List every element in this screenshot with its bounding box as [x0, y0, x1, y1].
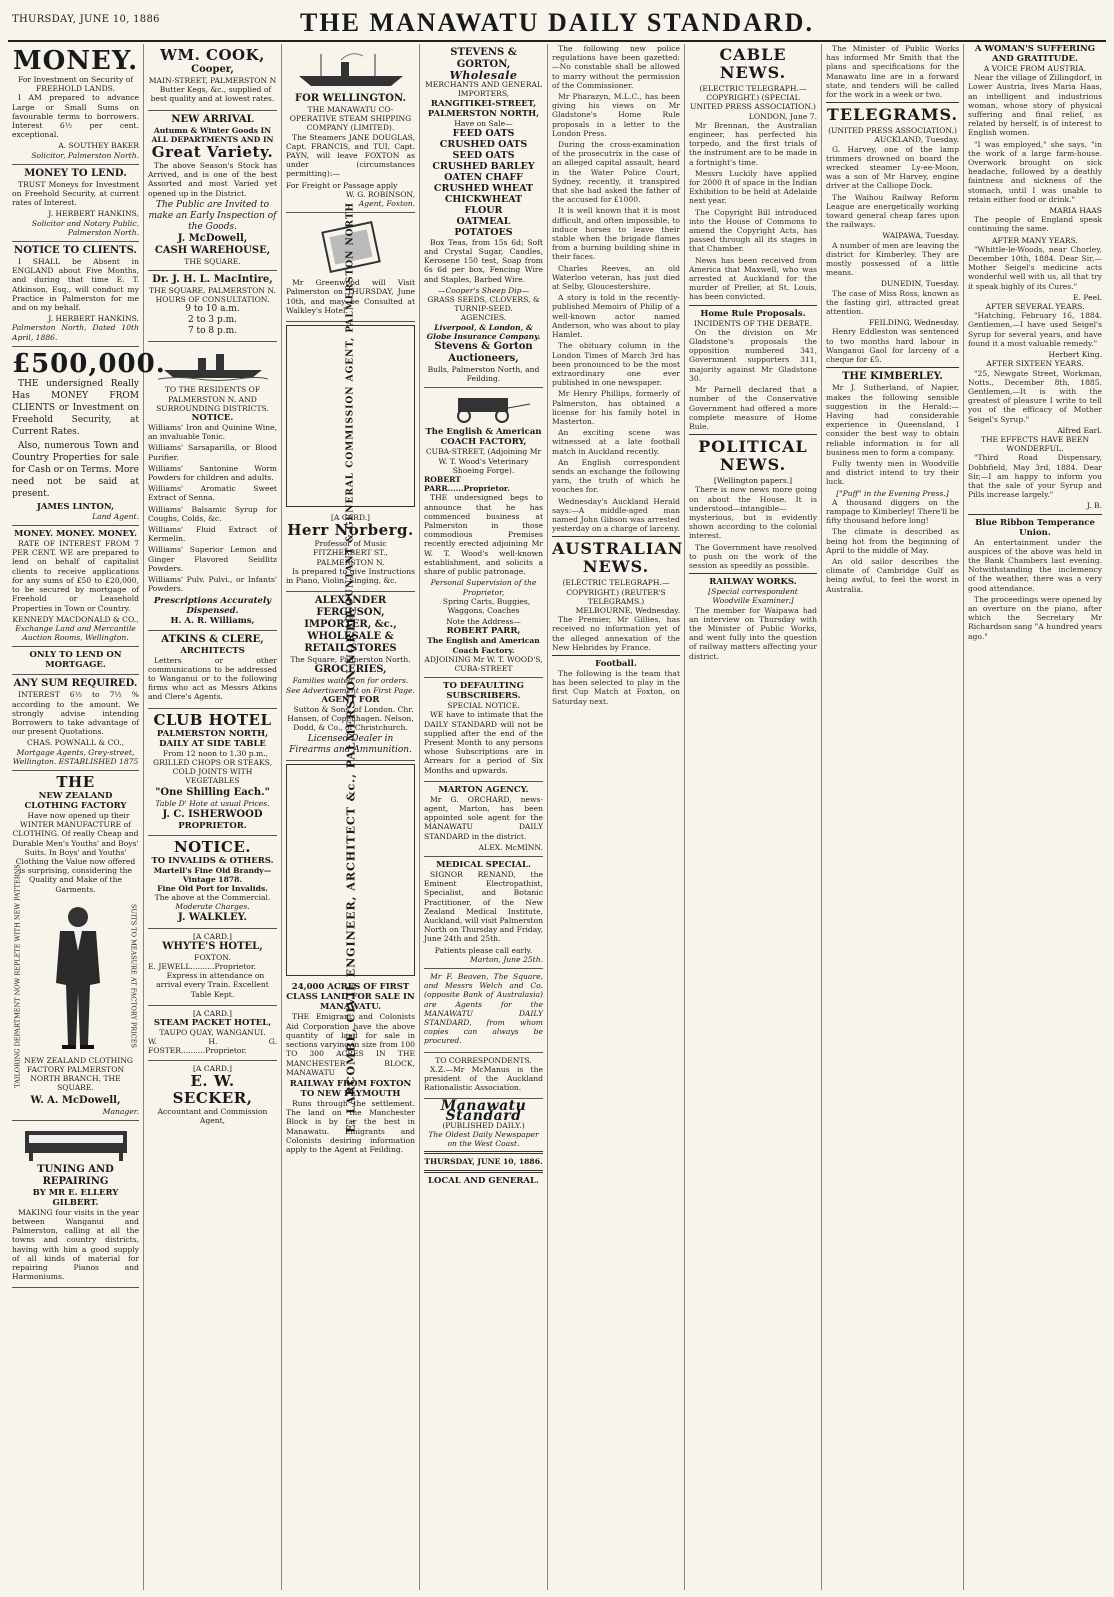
after-signature: E. Peel. [1073, 292, 1102, 302]
sg-auctioneers-address: Bulls, Palmerston North, and Feilding. [427, 365, 540, 384]
article-paragraph: A story is told in the recently-published Memoirs of Philip of a well-known actor named Anderson, who was about to play Hamlet. [552, 293, 680, 340]
railway-works-subtitle: [Special correspondent Woodville Examiner.] [708, 587, 798, 606]
after2-title: AFTER SEVERAL YEARS. [985, 302, 1085, 312]
mcdowell-name: J. McDowell, [177, 232, 248, 244]
australian-news-body: The Premier, Mr Gillies, has received no information yet of the alleged annexation of the New Hebrides by France. [552, 615, 680, 652]
medical-note: Patients please call early. [434, 945, 533, 955]
article-paragraph: A number of men are leaving the district for Kimberley. They are mostly possessed of a little means. [826, 240, 959, 278]
sg-item: FEED OATS [452, 127, 515, 139]
woman-subtitle: A VOICE FROM AUSTRIA. [983, 64, 1087, 73]
walkley-advert [148, 836, 277, 929]
herr-address: FITZHERBERT ST., PALMERSTON N. [313, 548, 388, 567]
article-paragraph: There is now news more going on about the House. It is understood—intangible—mysterious, but is evidently shown according to the colonial interest. [689, 485, 817, 541]
five-hundred-thousand-body-2: Also, numerous Town and Country Properties for sale for Cash or on Terms. More need not be said at present. [12, 440, 139, 499]
wellington-agent: W. G. ROBINSON, [345, 189, 415, 199]
clothing-signature: W. A. McDowell, [30, 1094, 121, 1106]
article-paragraph: Mr Pharazyn, M.L.C., has been giving his views on Mr Gladstone's Home Rule proposals in a letter to the London Press. [552, 92, 680, 138]
after3-signature: Alfred Earl. [1057, 425, 1102, 435]
beaven-body: Mr F. Beaven, The Square, and Messrs Welch and Co. (opposite Bank of Australasia) are Agents for the MANAWATU DAILY STANDARD, from whom copies can always be procured. [424, 972, 543, 1046]
williams-item: Williams' Sarsaparilla, or Blood Purifier. [148, 443, 277, 462]
beaven-notice [424, 969, 543, 1053]
sg-role: MERCHANTS AND GENERAL IMPORTERS, [425, 80, 542, 99]
article-paragraph: An old sailor describes the climate of Cambridge Gulf as being awful, to feel the worst in Australia. [826, 556, 959, 594]
accountant-vertical-text: ACCOUNTANT & GENERAL COMMISSION AGENT, PALMERSTON NORTH [344, 202, 355, 631]
article-paragraph: "Whittle-le-Woods, near Chorley, December 10th, 1884. Dear Sir,—Mother Seigel's medicine acts wonderful well with us, all that try it speak highly of its Cures." [968, 244, 1102, 291]
masthead [8, 6, 1106, 42]
coach-note: Note the Address— [446, 617, 521, 627]
williams-item: Williams' Aromatic Sweet Extract of Senna. [148, 484, 277, 503]
correspondents-title: TO CORRESPONDENTS. [435, 1055, 532, 1065]
money-signature: A. SOUTHEY BAKER [58, 141, 139, 151]
cable-news-title: CABLE NEWS. [719, 45, 787, 82]
article-paragraph: The Minister of Public Works has informed Mr Smith that the plans and specifications for the Manawatu line are in a forward state, and tenders will be called for the work in a week or two. [826, 44, 959, 100]
club-each: "One Shilling Each." [155, 787, 270, 799]
any-sum-body: INTEREST 6½ to 7½ % according to the amount. We strongly advise intending Borrowers to take advantage of our present Quotations. [12, 690, 139, 737]
doctor-advert [148, 271, 277, 342]
correspondents [424, 1053, 543, 1100]
australian-news-title: AUSTRALIAN NEWS. [552, 539, 684, 577]
article-paragraph: Henry Eddleston was sentenced to two months hard labour in Wanganui Gaol for larceny of a cheque for £5. [826, 327, 959, 365]
article-paragraph: The obituary column in the London Times of March 3rd has been pronounced to be the most extraordinary one ever published in one newspaper. [552, 341, 680, 388]
sg-item: CRUSHED BARLEY [432, 160, 535, 172]
sg-liverpool: Liverpool, & London, & Globe Insurance Company. [426, 322, 541, 341]
marton-body: Mr G. ORCHARD, news-agent, Marton, has been appointed sole agent for the MANAWATU DAILY STANDARD in the district. [424, 794, 543, 841]
coach-address-2: ADJOINING Mr W. T. WOOD'S, CUBA-STREET [424, 654, 543, 673]
kimberley-title: THE KIMBERLEY. [842, 371, 943, 383]
article-paragraph: The proceedings were opened by an overture on the piano, after which the Secretary Mr Richardson sang "A hundred years ago." [968, 594, 1102, 641]
williams-advert [148, 342, 277, 630]
effects-signature: J. B. [1086, 501, 1102, 511]
herr-title: Herr Norberg. [287, 521, 414, 540]
herr-body: Is prepared to give Instructions in Piano, Violin, Singing, &c. [286, 566, 415, 586]
article-paragraph: Near the village of Zillingdorf, in Lower Austria, lives Maria Haas, an intelligent and industrious woman, whose story of physical suffering and final relief, as related by herself, is of interest to English women. [968, 73, 1102, 138]
wellington-agent-role: Agent, Foxton. [358, 199, 415, 209]
steamer-illustration [291, 50, 411, 90]
cable-news-place: LONDON, June 7. [748, 111, 817, 121]
williams-item: Williams' Pulv. Pulvi., or Infants' Powders. [148, 575, 277, 594]
coach-signature: ROBERT PARR, [446, 626, 521, 637]
licensed-dealer: Licensed Dealer in Firearms and Ammunition. [289, 734, 412, 756]
sg-item: OATEN CHAFF [444, 171, 523, 183]
article-paragraph: Mr J. Sutherland, of Napier, makes the following sensible suggestion in the Herald:—Having had considerable experience in Queensland, I consider the best way to obtain reliable information is for all business men to form a company. [826, 383, 959, 457]
cook-address: MAIN-STREET, PALMERSTON N [148, 76, 277, 85]
wellington-body: The Steamers JANE DOUGLAS, Capt. FRANCIS, and TUI, Capt. PAYN, will leave FOXTON as under (circumstances permitting):— [286, 132, 415, 179]
walkley-name: J. WALKLEY. [178, 911, 247, 923]
any-sum-title: ANY SUM REQUIRED. [13, 678, 138, 690]
australian-news-subtitle: (ELECTRIC TELEGRAPH.—COPYRIGHT.) (REUTER'S TELEGRAMS.) [562, 578, 670, 606]
any-sum-signature: CHAS. POWNALL & CO., [26, 738, 125, 748]
port-line: Fine Old Port for Invalids. [157, 883, 268, 893]
special-body: WE have to intimate that the DAILY STANDARD will not be supplied after the end of the Present Month to any persons whose Subscriptions are in Arrears for a period of Six Months and upwards. [424, 710, 543, 775]
correspondents-body: X.Z.—Mr McManus is the president of the Auckland Rationalistic Association. [424, 1064, 543, 1093]
money-money-advert [12, 526, 139, 647]
article-paragraph: "Third Road Dispensary, Dobbfield, May 3rd, 1884. Dear Sir,—I am happy to inform you that the sale of your Syrup and Pills increase largely." [968, 453, 1102, 500]
williams-item: Williams' Balsamic Syrup for Coughs, Colds, &c. [148, 504, 277, 523]
clothing-role: Manager. [102, 1106, 139, 1116]
football-body: The following is the team that has been selected to play in the first Cup Match at Foxton, on Saturday next. [552, 668, 680, 706]
secker-role: Accountant and Commission Agent, [157, 1106, 268, 1125]
walkley-note: The above at the Commercial. [154, 893, 271, 903]
only-to-lend [12, 647, 139, 675]
sg-item: CRUSHED OATS [439, 138, 528, 150]
isherwood-role: PROPRIETOR. [178, 820, 247, 831]
clothing-branch: NEW ZEALAND CLOTHING FACTORY PALMERSTON NORTH BRANCH, THE SQUARE. [24, 1055, 133, 1093]
paper-masthead [424, 1099, 543, 1189]
brandy-line: Martell's Fine Old Brandy— Vintage 1878. [153, 865, 272, 884]
paper-title: Manawatu Standard [440, 1098, 527, 1124]
five-hundred-thousand-body: THE undersigned Really Has MONEY FROM CLIENTS or Investment on Freehold Security, at Current Rates. [12, 378, 139, 437]
railway-works-title: RAILWAY WORKS. [709, 577, 797, 588]
sg-item: CRUSHED WHEAT [433, 182, 534, 194]
money-subtitle: For Investment on Security of FREEHOLD LANDS. [17, 75, 134, 94]
coach-address: CUBA-STREET, (Adjoining Mr W. T. Wood's Veterinary Shoeing Forge). [425, 447, 542, 475]
arrival-subtitle: Autumn & Winter Goods IN ALL DEPARTMENTS AND IN [151, 125, 274, 144]
clothing-body: Have now opened up their WINTER MANUFACTURE of CLOTHING. Of really Cheap and Durable Men's Youths' and Boys' Suits. In Boys' and Youths' Clothing the Value now offered is surprising, considering the Quality and Make of the Garments. [12, 810, 139, 894]
any-sum-role: Mortgage Agents, Grey-street, Wellington. ESTABLISHED 1875 [12, 747, 139, 766]
article-paragraph: The Government have resolved to push on the work of the session as speedily as possible. [689, 542, 817, 570]
column-7 [822, 44, 964, 1590]
arrival-invite: The Public are Invited to make an Early Inspection of the Goods. [148, 199, 277, 232]
coach-personal: Personal Supervision of the Proprietor, [430, 578, 537, 597]
ferguson-role: IMPORTER, &c., [304, 619, 397, 631]
any-sum-advert [12, 675, 139, 771]
greenwood-body: Mr Greenwood will Visit Palmerston on THURSDAY, June 10th, and may be Consulted at Walkley's Hotel. [286, 278, 415, 315]
doctor-name: Dr. J. H. L. MacIntire, [152, 274, 273, 286]
coach-proprietor: ROBERT PARR......Proprietor. [424, 475, 510, 494]
atkins-body: Letters or other communications to be addressed to Wanganui or to the following firms who act as Messrs Atkins and Clere's Agents. [148, 655, 277, 702]
column-5 [548, 44, 685, 1590]
whyte-proprietor: E. JEWELL..........Proprietor. [148, 961, 257, 971]
tuning-advert [12, 1121, 139, 1289]
sg-grass: GRASS SEEDS, CLOVERS, & TURNIP-SEED. [427, 295, 540, 314]
cook-title: WM. COOK, [160, 46, 265, 64]
secker-card: [A CARD.] [192, 1063, 233, 1073]
williams-item: Williams' Superior Lemon and Ginger Flavored Seidlitz Powders. [148, 545, 277, 573]
williams-notice: NOTICE. [191, 413, 234, 424]
arrival-body: The above Season's Stock has Arrived, and is one of the best Assorted and most Varied yet opened up in the District. [148, 161, 277, 198]
money-money-role: Exchange Land and Mercantile Auction Rooms, Wellington. [15, 623, 136, 643]
williams-item: Williams' Iron and Quinine Wine, an invaluable Tonic. [148, 423, 277, 442]
lend-body: TRUST Moneys for Investment on Freehold Security, at current rates of Interest. [12, 179, 139, 208]
telegrams-place: WAIPAWA, Tuesday. [882, 231, 959, 241]
australian-news-place: MELBOURNE, Wednesday. [575, 605, 680, 615]
money-title: MONEY. [12, 46, 139, 76]
telegrams-subtitle: (UNITED PRESS ASSOCIATION.) [828, 126, 957, 136]
notice-clients-advert [12, 242, 139, 347]
herr-role: Professor of Music [314, 539, 387, 549]
ferguson-families: Families waited on for orders. [292, 676, 409, 686]
home-rule-subtitle: INCIDENTS OF THE DEBATE. [693, 318, 813, 328]
article-paragraph: Fully twenty men in Woodville and district intend to try their luck. [826, 458, 959, 487]
doctor-hours-1: 9 to 10 a.m. [185, 304, 240, 315]
after3-title: AFTER SIXTEEN YEARS. [986, 359, 1084, 369]
steam-proprietor: W. H. G. FOSTER..........Proprietor. [148, 1037, 277, 1056]
column-8 [964, 44, 1106, 1590]
whyte-body: Express in attendance on arrival every Train. Excellent Table Kept. [156, 971, 269, 999]
club-hotel-advert [148, 709, 277, 836]
doctor-hours-3: 7 to 8 p.m. [187, 326, 238, 337]
medical-body: SIGNOR RENAND, the Eminent Electropathist, Specialist, and Botanic Practitioner, of the New Zealand Medical Institute, Auckland, will visit Palmerston North on Thursday and Friday, June 24th and 25th. [424, 869, 543, 944]
williams-item: Williams' Santonine Worm Powders for children and adults. [148, 463, 277, 483]
stevens-gorton-advert [424, 44, 543, 388]
arrival-title: NEW ARRIVAL [171, 113, 254, 125]
lend-signature: J. HERBERT HANKINS, [48, 209, 139, 219]
wellington-shipping-advert [286, 44, 415, 213]
article-paragraph: A thousand diggers on the rampage to Kimberley! There'll be fifty thousand before long! [826, 497, 959, 526]
newspaper-title: THE MANAWATU DAILY STANDARD. [300, 8, 814, 37]
williams-to: TO THE RESIDENTS OF PALMERSTON N. AND SURROUNDING DISTRICTS. [156, 385, 269, 413]
effects-title: THE EFFECTS HAVE BEEN WONDERFUL. [980, 434, 1090, 454]
doctor-hours-title: HOURS OF CONSULTATION. [155, 295, 270, 305]
notice-clients-date: Palmerston North, Dated 10th April, 1886. [12, 323, 139, 342]
invalids-heading: TO INVALIDS & OTHERS. [151, 855, 274, 866]
ferguson-title: ALEXANDER FERGUSON, [314, 595, 387, 619]
home-rule-title: Home Rule Proposals. [700, 308, 806, 319]
steam-packet-advert [148, 1006, 277, 1061]
herr-card: [A CARD.] [330, 513, 371, 523]
clothing-title: NEW ZEALAND CLOTHING FACTORY [24, 790, 127, 811]
ferguson-trade: WHOLESALE & RETAIL STORES [304, 631, 397, 655]
coach-factory-advert [424, 388, 543, 678]
football-title: Football. [595, 658, 637, 669]
sg-body: Box Teas, from 15s 6d; Soft and Crystal Sugar, Candles, Kerosene 150 test, Soap from 6s 6d per box, Fencing Wire and Staples, Barbed Wire. [424, 237, 543, 284]
agent-title: AGENT FOR [321, 694, 380, 705]
blue-ribbon-title: Blue Ribbon Temperance Union. [975, 517, 1095, 538]
article-paragraph: Mr Brennan, the Australian engineer, has perfected his torpedo, and the first trials of the instrument are to be made in a fortnight's time. [689, 120, 817, 167]
five-hundred-thousand-title: £500,000. [12, 348, 166, 379]
sg-have: Have on Sale— [454, 118, 513, 128]
column-4 [420, 44, 548, 1590]
only-to-lend-title: ONLY TO LEND ON MORTGAGE. [29, 650, 122, 671]
lend-role: Solicitor and Notary Public, Palmerston North. [31, 218, 139, 237]
five-hundred-thousand-role: Land Agent. [92, 511, 139, 521]
article-paragraph: The Waihou Railway Reform League are energetically working toward general cheap fares upon the railways. [826, 192, 959, 230]
telegrams-place: AUCKLAND, Tuesday. [874, 135, 959, 145]
cable-news-subtitle: (ELECTRIC TELEGRAPH.—COPYRIGHT.) (SPECIAL UNITED PRESS ASSOCIATION.) [690, 84, 816, 112]
article-paragraph: Wednesday's Auckland Herald says:—A middle-aged man named John Gibson was arrested yesterday on a charge of larceny. [552, 496, 680, 534]
paper-date: THURSDAY, JUNE 10, 1886. [424, 1157, 543, 1167]
issue-date: THURSDAY, JUNE 10, 1886 [12, 14, 160, 25]
steam-address: TAUPO QUAY, WANGANUI. [159, 1027, 266, 1037]
article-paragraph: During the cross-examination of the prosecutrix in the case of an alleged capital assault, heard in the Water Police Court, Sydney, recently, it transpired that she had asked the father of the accused for £1000. [552, 140, 680, 205]
article-paragraph: News has been received from America that Maxwell, who was arrested at Auckland for the murder of Preller, at St. Louis, has been convicted. [689, 255, 817, 302]
sg-dip: —Cooper's Sheep Dip— [437, 285, 530, 295]
money-money-body: RATE OF INTEREST FROM 7 PER CENT. WE are prepared to lend on behalf of capitalist clients to receive applications for any sums of £50 to £20,000, to be secured by mortgage of Freehold or Leasehold Properties in Town or Country. [12, 539, 139, 613]
whyte-card: [A CARD.] [192, 931, 233, 941]
whyte-town: FOXTON. [194, 952, 231, 962]
notice-clients-body: I SHALL be Absent in ENGLAND about Five Months, and during that time E. T. Atkinson, Esq., will conduct my Practice in Palmerston for me and on my behalf. [12, 257, 139, 313]
doctor-hours-2: 2 to 3 p.m. [187, 315, 238, 326]
atkins-title: ATKINS & CLERE, [161, 633, 264, 645]
wellington-company: THE MANAWATU CO-OPERATIVE STEAM SHIPPING COMPANY (LIMITED). [289, 105, 412, 133]
tuning-title: TUNING AND REPAIRING [37, 1163, 114, 1187]
coach-name-2: The English and American Coach Factory. [427, 636, 540, 655]
marton-agency [424, 782, 543, 857]
ship-illustration [158, 348, 268, 382]
steam-card: [A CARD.] [192, 1008, 233, 1018]
telegrams-place: FEILDING, Wednesday. [868, 318, 959, 328]
paper-subtitle: (PUBLISHED DAILY.) [442, 1120, 525, 1130]
coach-illustration [436, 394, 532, 424]
article-paragraph: On the division on Mr Gladstone's proposals the opposition numbered 341, Government supporters 311, majority against Mr Gladstone 30. [689, 327, 817, 383]
medical-date: Marton, June 25th. [469, 954, 543, 964]
article-paragraph: The member for Waipawa had an interview on Thursday with the Minister of Public Works, and went fully into the question of railway matters affecting your district. [689, 605, 817, 661]
walkley-charges: Moderate Charges. [175, 902, 250, 912]
five-hundred-thousand-advert [12, 347, 166, 526]
acres-title: 24,000 ACRES OF FIRST CLASS LAND FOR SALE IN MANAWATU. [286, 982, 415, 1013]
medical-special [424, 857, 543, 969]
lend-advert [12, 165, 139, 242]
ferguson-groceries: GROCERIES, [314, 664, 387, 676]
clothing-factory-advert [12, 771, 139, 1121]
money-advert [12, 44, 139, 165]
steam-title: STEAM PACKET HOTEL, [153, 1017, 272, 1028]
defaulting-title: TO DEFAULTING SUBSCRIBERS. [443, 681, 524, 702]
clothing-side-right: SUITS TO MEASURE AT FACTORY PRICES [129, 903, 138, 1048]
article-paragraph: Mr Henry Phillips, formerly of Palmerston, has obtained a license for his family hotel in Masterton. [552, 389, 680, 426]
whyte-title: WHYTE'S HOTEL, [162, 940, 263, 952]
notice-clients-title: NOTICE TO CLIENTS. [14, 245, 137, 257]
railway-title: RAILWAY FROM FOXTON TO NEW PLYMOUTH [289, 1078, 412, 1099]
new-arrival-advert [148, 111, 277, 271]
article-paragraph: The following new police regulations have been gazetted:—No constable shall be allowed to marry without the permission of the Commissioner. [552, 44, 680, 90]
club-title: CLUB HOTEL [153, 710, 272, 729]
money-role: Solicitor, Palmerston North. [31, 150, 139, 160]
cook-advert [148, 44, 277, 111]
article-paragraph: Charles Reeves, an old Waterloo veteran, has just died at Selby, Gloucestershire. [552, 263, 680, 292]
see-advertisement: See Advertisement on First Page. [286, 685, 415, 695]
coach-items: Spring Carts, Buggies, Waggons, Coaches [442, 596, 531, 615]
sg-title: STEVENS & GORTON, [450, 47, 517, 70]
article-paragraph: An exciting scene was witnessed at a late football match in Auckland recently. [552, 428, 680, 456]
tuning-by: BY MR E. ELLERY GILBERT. [32, 1187, 119, 1208]
acres-body: THE Emigrant and Colonists Aid Corporation have the above quantity of land for sale in sections varying in size from 100 TO 300 ACRES IN THE MANCHESTER BLOCK, MANAWATU [286, 1012, 415, 1077]
williams-signature: H. A. R. Williams, [170, 615, 255, 626]
clothing-side-left: TAILORING DEPARTMENT NOW REPLETE WITH NEW PATTERNS [13, 864, 22, 1088]
mcdowell-shop: CASH WAREHOUSE, [154, 244, 271, 256]
kimberley-subtitle: ["Puff" in the Evening Press.] [836, 488, 949, 498]
clothing-the: THE [56, 772, 95, 791]
article-paragraph: "I was employed," she says, "in the work of a large farm-house. Overwork brought on sick headache, followed by a deathly faintness and sickness of the stomach, until I was unable to retain either food or drink." [968, 139, 1102, 204]
defaulting-notice [424, 678, 543, 782]
political-news-subtitle: [Wellington papers.] [713, 476, 793, 486]
sg-item: POTATOES [454, 226, 513, 238]
williams-care: Prescriptions Accurately Dispensed. [153, 595, 272, 616]
piano-illustration [21, 1127, 131, 1161]
local-title: LOCAL AND GENERAL. [428, 1175, 539, 1186]
article-paragraph: It is well known that it is most difficult, and often impossible, to induce horses to leave their stable when the brigade flames from a burning building shine in their faces. [552, 206, 680, 262]
lend-title: MONEY TO LEND. [24, 167, 127, 179]
club-table: Table D' Hote at usual Prices. [155, 799, 270, 809]
larcombe-vertical-text: E. LARCOMBE, CIVIL ENGINEER, ARCHITECT &c., PALMERSTON NORTH. [343, 607, 357, 1134]
ferguson-address: The Square, Palmerston North. [290, 655, 411, 665]
money-body: I AM prepared to advance Large or Small Sums on favourable terms to borrowers. Interest 6½ per cent. exceptional. [12, 93, 139, 140]
cook-body: Butter Kegs, &c., supplied of best quality and at lowest rates. [150, 85, 275, 104]
wellington-freight: For Freight or Passage apply [286, 180, 398, 190]
railway-body: Runs through the settlement. The land on the Manchester Block is by far the best in Manawatu. Emigrants and Colonists desiring information apply to the Agent at Feilding. [286, 1098, 415, 1154]
article-paragraph: An English correspondent sends an exchange the following yarn, the truth of which he vouches for. [552, 457, 680, 495]
secker-advert [148, 1061, 277, 1130]
sg-item: FLOUR [464, 204, 503, 216]
newspaper-columns [8, 44, 1106, 1590]
article-paragraph: The Copyright Bill introduced into the House of Commons to amend the Copyright Acts, has passed through all its stages in that Chamber. [689, 207, 817, 254]
article-paragraph: "Hatching, February 16, 1884. Gentlemen,—I have used Seigel's Syrup for several years, and have found it a most valuable remedy." [968, 311, 1102, 348]
notice-clients-signature: J. HERBERT HANKINS. [48, 314, 139, 324]
paper-note: The Oldest Daily Newspaper on the West Coast. [428, 1130, 539, 1149]
column-2 [144, 44, 282, 1590]
secker-title: E. W. SECKER, [172, 1071, 253, 1107]
money-money-title: MONEY. MONEY. MONEY. [14, 529, 137, 540]
article-paragraph: "25, Newgate Street, Workman, Notts., December 8th, 1885. Gentlemen,—It is with the greatest of pleasure I write to tell you of the efficacy of Mother Seigel's Syrup." [968, 368, 1102, 424]
telegrams-title: TELEGRAMS. [826, 105, 959, 125]
isherwood-name: J. C. ISHERWOOD [162, 808, 263, 820]
wellington-title: FOR WELLINGTON. [294, 93, 406, 104]
article-paragraph: The climate is described as being hot from the beginning of April to the middle of May. [826, 527, 959, 555]
sg-agencies: AGENCIES. [460, 313, 507, 323]
club-body: From 12 noon to 1.30 p.m., GRILLED CHOPS OR STEAKS, COLD JOINTS WITH VEGETABLES [153, 748, 272, 786]
coach-body: THE undersigned begs to announce that he has commenced business at Palmerston in those commodious Premises recently erected adjoining Mr W. T. Wood's well-known establishment, and solicits a share of public patronage. [424, 493, 543, 577]
woman-title: A WOMAN'S SUFFERING AND GRATITUDE. [974, 44, 1096, 64]
gentleman-figure-illustration [38, 903, 118, 1053]
column-3 [282, 44, 420, 1590]
woman-signature: MARIA HAAS [1049, 206, 1102, 216]
political-news-title: POLITICAL NEWS. [698, 437, 808, 475]
doctor-address: THE SQUARE, PALMERSTON N. [149, 286, 276, 296]
sg-subtitle: Wholesale [449, 69, 518, 82]
marton-signature: ALEX. McMINN. [478, 842, 543, 852]
article-paragraph: An entertainment under the auspices of the above was held in the Bank Chambers last evening. Notwithstanding the inclemency of the weather, there was a very good attendance. [968, 537, 1102, 593]
article-paragraph: Messrs Luckily have applied for 2000 ft of space in the Indian Exhibition to be held at Adelaide next year. [689, 168, 817, 206]
arrival-variety: Great Variety. [151, 143, 274, 162]
marton-title: MARTON AGENCY. [438, 784, 529, 795]
money-money-signature: KENNEDY MACDONALD & CO., [12, 614, 139, 624]
article-paragraph: The case of Miss Ross, known as the fasting girl, attracted great attention. [826, 288, 959, 317]
article-paragraph: The people of England speak continuing the same. [968, 215, 1102, 234]
whyte-hotel-advert [148, 929, 277, 1006]
sg-auctioneers: Stevens & Gorton Auctioneers, [434, 341, 533, 365]
cook-trade: Cooper, [191, 64, 234, 75]
atkins-advert [148, 631, 277, 709]
tuning-body: MAKING four visits in the year between Wanganui and Palmerston, calling at all the towns and country districts, having with him a good supply of all kinds of material for repairing Pianos and Harmoniums. [12, 1207, 139, 1282]
article-paragraph: G. Harvey, one of the lamp trimmers drowned on board the wrecked steamer Ly-ee-Moon, was a son of Mr Harvey, engine driver at the Calliope Dock. [826, 144, 959, 191]
after-title: AFTER MANY YEARS. [992, 235, 1078, 245]
atkins-trade: ARCHITECTS [180, 645, 245, 656]
telegrams-place: DUNEDIN, Tuesday. [880, 279, 959, 289]
sg-item: CHICKWHEAT [444, 193, 523, 205]
special-notice: SPECIAL NOTICE. [447, 701, 520, 711]
mcdowell-address: THE SQUARE. [184, 256, 241, 266]
sg-item: SEED OATS [452, 149, 515, 161]
coach-title: The English & American COACH FACTORY, [425, 427, 542, 448]
column-6 [685, 44, 822, 1590]
sg-item: OATMEAL [456, 215, 511, 227]
club-subtitle: PALMERSTON NORTH, DAILY AT SIDE TABLE [156, 728, 269, 749]
column-1 [8, 44, 166, 1590]
williams-item: Williams' Fluid Extract of Kermelin. [148, 525, 277, 544]
five-hundred-thousand-signature: JAMES LINTON, [36, 501, 115, 512]
article-paragraph: Mr Parnell declared that a number of the Conservative Government had offered a more complete measure of Home Rule. [689, 385, 817, 431]
sg-street: RANGITIKEI-STREET, PALMERSTON NORTH, [427, 98, 540, 119]
after2-signature: Herbert King. [1048, 350, 1102, 360]
medical-title: MEDICAL SPECIAL. [436, 859, 531, 870]
notice-title: NOTICE. [173, 837, 252, 856]
agent-body: Sutton & Sons, of London. Chr. Hansen, of Copenhagen. Nelson, Dodd, & Co., of Christchurch. [287, 704, 414, 733]
